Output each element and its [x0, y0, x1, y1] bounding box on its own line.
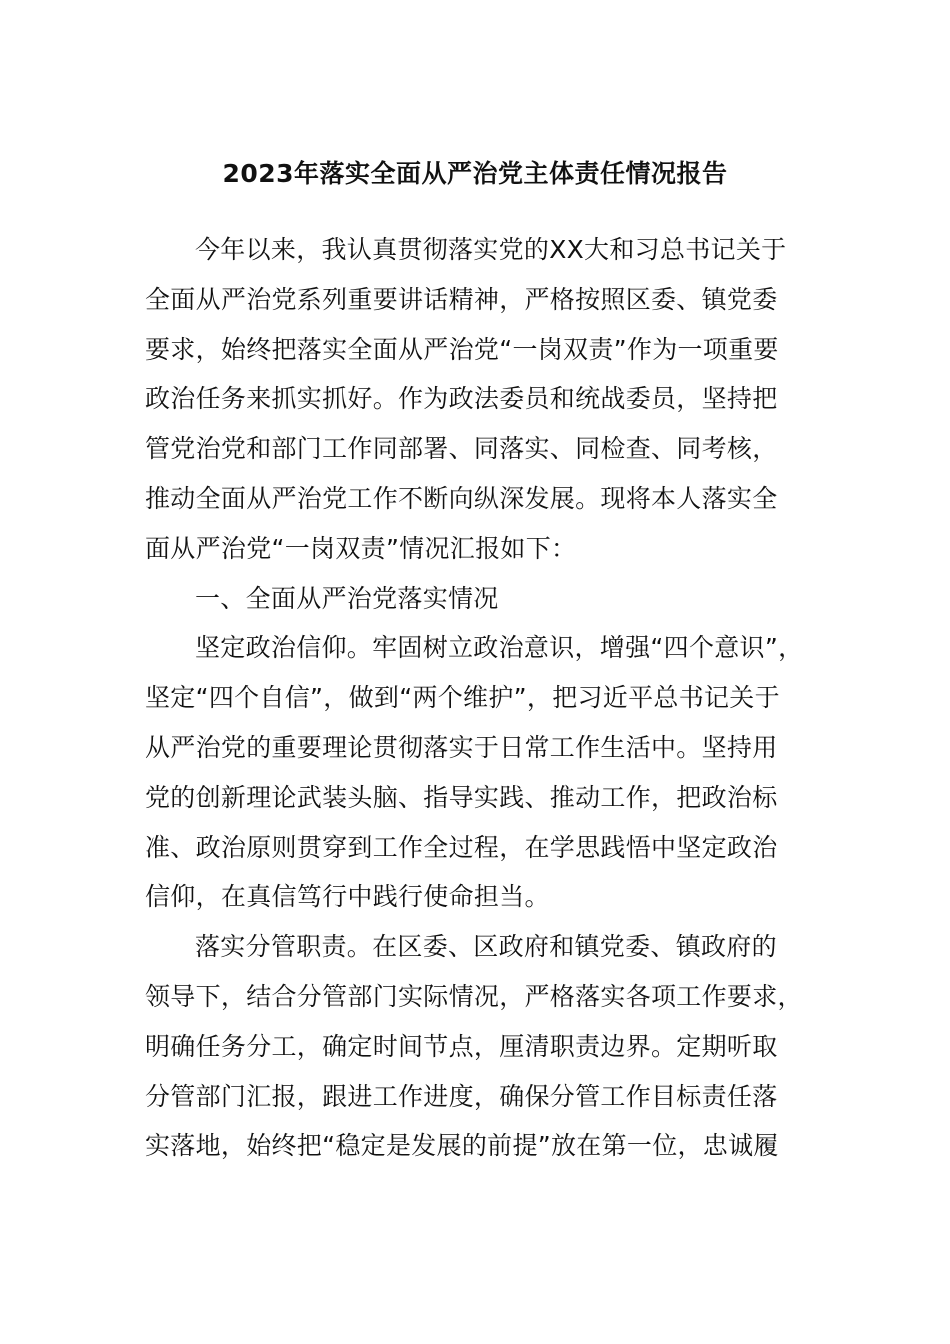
text-line: 信仰，在真信笃行中践行使命担当。	[145, 882, 550, 912]
text-line: 管党治党和部门工作同部署、同落实、同检查、同考核，	[145, 434, 778, 464]
section-heading	[145, 574, 810, 624]
paragraph-duties	[145, 922, 810, 1171]
text-line: 党的创新理论武装头脑、指导实践、推动工作，把政治标	[145, 782, 778, 812]
text-line: 要求，始终把落实全面从严治党“一岗双责”作为一项重要	[145, 334, 779, 364]
text-line: 一、全面从严治党落实情况	[195, 583, 499, 613]
text-line: 今年以来，我认真贯彻落实党的XX大和习总书记关于	[195, 235, 787, 264]
paragraph-intro	[145, 225, 810, 574]
text-line: 坚定政治信仰。牢固树立政治意识，增强“四个意识”，	[195, 633, 804, 663]
text-line: 面从严治党“一岗双责”情况汇报如下：	[145, 533, 577, 563]
document-title: 2023年落实全面从严治党主体责任情况报告	[222, 159, 728, 188]
text-line: 落实分管职责。在区委、区政府和镇党委、镇政府的	[195, 932, 777, 962]
text-line: 全面从严治党系列重要讲话精神，严格按照区委、镇党委	[145, 284, 778, 314]
text-line: 坚定“四个自信”，做到“两个维护”，把习近平总书记关于	[145, 683, 780, 713]
text-line: 实落地，始终把“稳定是发展的前提”放在第一位，忠诚履	[145, 1131, 779, 1161]
text-line: 明确任务分工，确定时间节点，厘清职责边界。定期听取	[145, 1031, 778, 1061]
text-line: 领导下，结合分管部门实际情况，严格落实各项工作要求，	[145, 981, 803, 1011]
paragraph-political-belief	[145, 623, 810, 922]
text-line: 政治任务来抓实抓好。作为政法委员和统战委员，坚持把	[145, 384, 778, 414]
text-line: 分管部门汇报，跟进工作进度，确保分管工作目标责任落	[145, 1081, 778, 1111]
text-line: 推动全面从严治党工作不断向纵深发展。现将本人落实全	[145, 483, 778, 513]
text-line: 从严治党的重要理论贯彻落实于日常工作生活中。坚持用	[145, 732, 778, 762]
text-line: 准、政治原则贯穿到工作全过程，在学思践悟中坚定政治	[145, 832, 778, 862]
document-body	[145, 225, 810, 1171]
